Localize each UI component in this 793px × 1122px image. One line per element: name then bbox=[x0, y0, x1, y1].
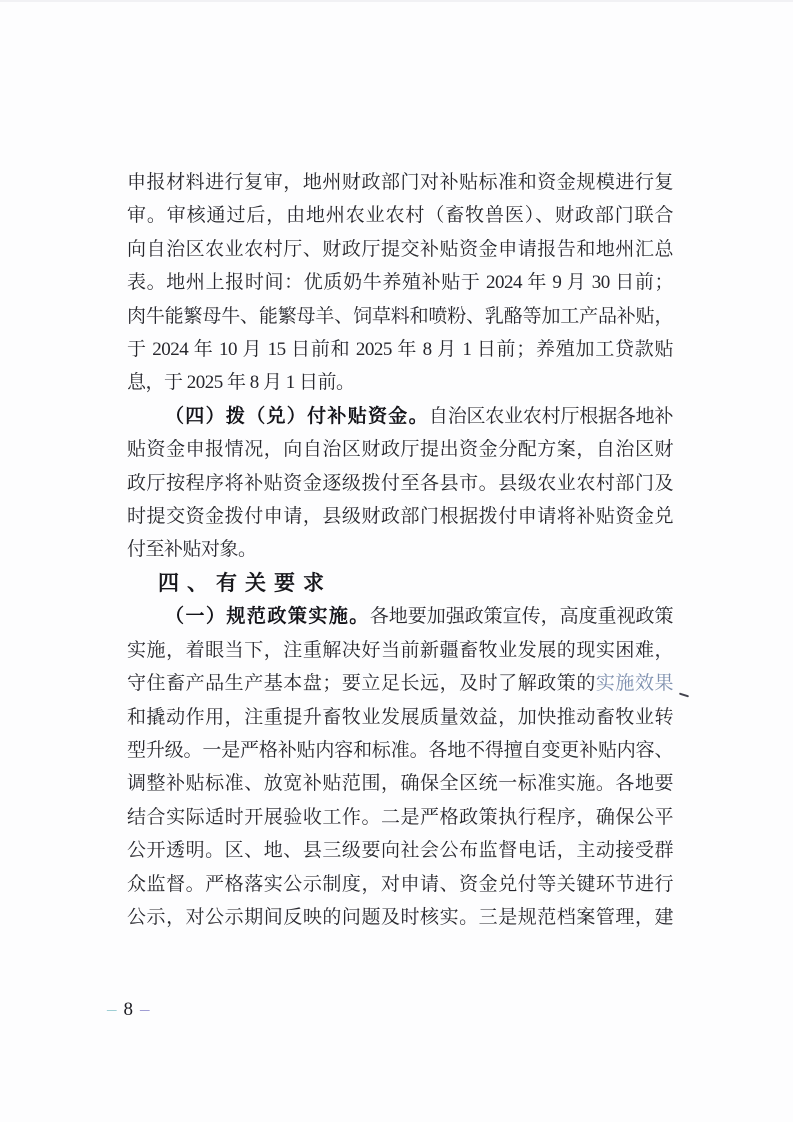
subsection-1-title: （一）规范政策实施。 bbox=[165, 606, 370, 628]
page-number-dash-left: – bbox=[107, 999, 117, 1020]
text-line: 政厅按程序将补贴资金逐级拨付至各县市。县级农业农村部门及 bbox=[127, 472, 673, 494]
text-line bbox=[127, 667, 673, 700]
text-line: 公开透明。区、地、县三级要向社会公布监督电话，主动接受群 bbox=[127, 840, 673, 862]
text-line: 众监督。严格落实公示制度，对申请、资金兑付等关键环节进行 bbox=[127, 873, 673, 895]
text-line: 付至补贴对象。 bbox=[127, 539, 257, 561]
text-line: 调整补贴标准、放宽补贴范围，确保全区统一标准实施。各地要 bbox=[127, 773, 673, 795]
text-line: 型升级。一是严格补贴内容和标准。各地不得擅自变更补贴内容、 bbox=[127, 739, 673, 761]
text-segment: 自治区农业农村厅根据各地补 bbox=[428, 405, 673, 427]
stray-pen-mark bbox=[679, 693, 689, 698]
page-number bbox=[107, 999, 150, 1021]
text-line: 公示，对公示期间反映的问题及时核实。三是规范档案管理，建 bbox=[127, 906, 673, 928]
scan-top-edge bbox=[0, 0, 793, 2]
text-segment: 守住畜产品生产基本盘；要立足长远，及时了解政策的 bbox=[127, 673, 596, 695]
page-number-dash-right: – bbox=[140, 999, 150, 1020]
text-line: 结合实际适时开展验收工作。二是严格政策执行程序，确保公平 bbox=[127, 806, 673, 828]
text-line: 于 2024 年 10 月 15 日前和 2025 年 8 月 1 日前；养殖加工贷款贴 bbox=[127, 339, 673, 361]
text-line: 时提交资金拨付申请，县级财政部门根据拨付申请将补贴资金兑 bbox=[127, 506, 673, 528]
text-line: 肉牛能繁母牛、能繁母羊、饲草料和喷粉、乳酪等加工产品补贴， bbox=[127, 305, 673, 327]
text-line: 向自治区农业农村厅、财政厅提交补贴资金申请报告和地州汇总 bbox=[127, 238, 673, 260]
document-body bbox=[127, 166, 673, 934]
text-segment: 各地要加强政策宣传，高度重视政策 bbox=[369, 606, 673, 628]
text-line: 审。审核通过后，由地州农业农村（畜牧兽医）、财政部门联合 bbox=[127, 205, 673, 227]
text-line: 息，于 2025 年 8 月 1 日前。 bbox=[127, 372, 355, 394]
faint-text-segment: 实施效果 bbox=[595, 673, 673, 695]
text-line: 贴资金申报情况，向自治区财政厅提出资金分配方案，自治区财 bbox=[127, 439, 673, 461]
section-heading: 四、有关要求 bbox=[158, 571, 332, 595]
text-line: 表。地州上报时间：优质奶牛养殖补贴于 2024 年 9 月 30 日前； bbox=[127, 272, 673, 294]
subsection-4-title: （四）拨（兑）付补贴资金。 bbox=[165, 405, 429, 427]
page-number-value: 8 bbox=[123, 999, 133, 1020]
text-line: 实施，着眼当下，注重解决好当前新疆畜牧业发展的现实困难， bbox=[127, 639, 673, 661]
text-line bbox=[127, 400, 673, 433]
text-line: 和撬动作用，注重提升畜牧业发展质量效益，加快推动畜牧业转 bbox=[127, 706, 673, 728]
text-line bbox=[127, 600, 673, 633]
text-line: 申报材料进行复审，地州财政部门对补贴标准和资金规模进行复 bbox=[127, 172, 673, 193]
